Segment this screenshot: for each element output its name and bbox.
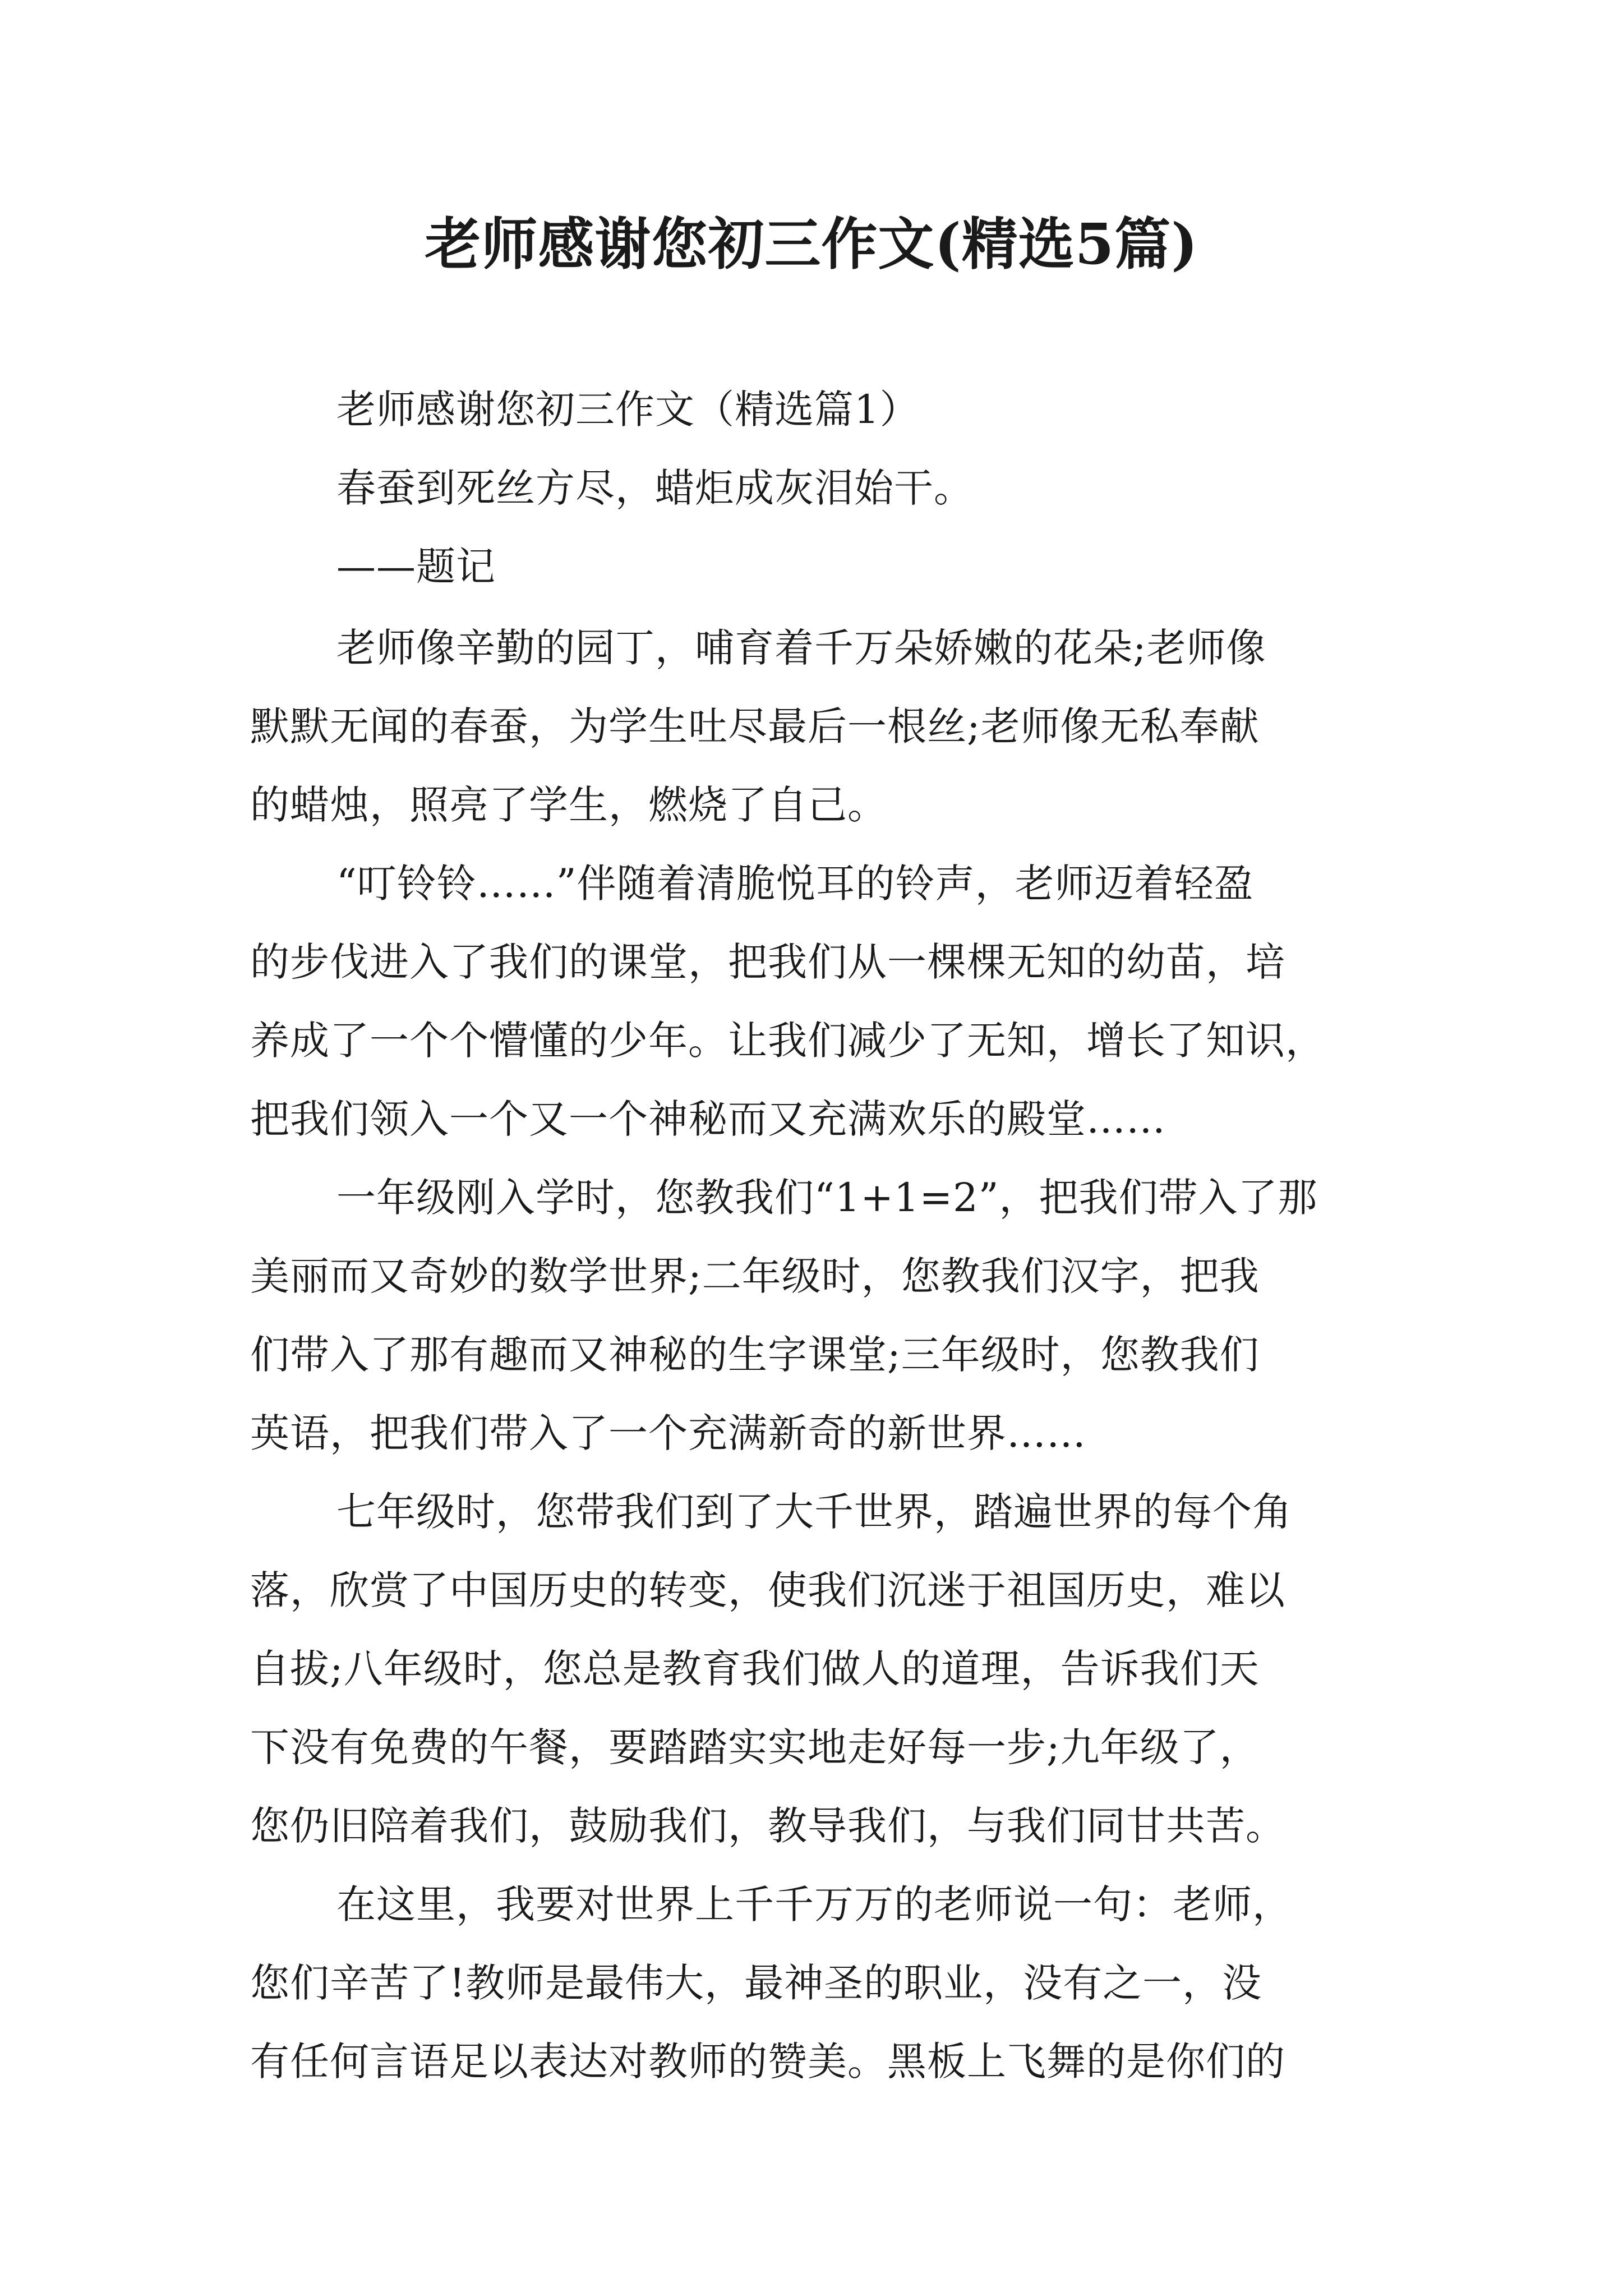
epigraph-source: ——题记 [336,544,496,590]
paragraph-line: 老师像辛勤的园丁，哺育着千万朵娇嫩的花朵;老师像 [336,625,1266,671]
paragraph-line: 养成了一个个懵懂的少年。让我们减少了无知，增长了知识， [250,1018,1325,1064]
paragraph-line: 默默无闻的春蚕，为学生吐尽最后一根丝;老师像无私奉献 [250,703,1260,749]
paragraph-line: 落，欣赏了中国历史的转变，使我们沉迷于祖国历史，难以 [250,1567,1285,1613]
epigraph-line: 春蚕到死丝方尽，蜡炬成灰泪始干。 [336,465,974,511]
paragraph-line: 您们辛苦了!教师是最伟大，最神圣的职业，没有之一，没 [250,1960,1262,2006]
paragraph-line: 您仍旧陪着我们，鼓励我们，教导我们，与我们同甘共苦。 [250,1803,1285,1849]
paragraph-line: 有任何言语足以表达对教师的赞美。黑板上飞舞的是你们的 [250,2039,1285,2085]
paragraph-line: 们带入了那有趣而又神秘的生字课堂;三年级时，您教我们 [250,1332,1260,1378]
paragraph-line: 一年级刚入学时，您教我们“1+1=2”，把我们带入了那 [336,1175,1318,1221]
paragraph-line: “叮铃铃……”伴随着清脆悦耳的铃声，老师迈着轻盈 [336,861,1254,907]
paragraph-line: 的蜡烛，照亮了学生，燃烧了自己。 [250,782,887,828]
paragraph-line: 英语，把我们带入了一个充满新奇的新世界…… [250,1410,1086,1456]
paragraph-line: 美丽而又奇妙的数学世界;二年级时，您教我们汉字，把我 [250,1253,1260,1299]
paragraph-line: 在这里，我要对世界上千千万万的老师说一句：老师， [336,1881,1292,1927]
document-title: 老师感谢您初三作文(精选5篇) [425,211,1198,277]
paragraph-line: 七年级时，您带我们到了大千世界，踏遍世界的每个角 [336,1489,1292,1535]
section-heading: 老师感谢您初三作文（精选篇1） [336,386,920,432]
paragraph-line: 自拔;八年级时，您总是教育我们做人的道理，告诉我们天 [250,1646,1260,1692]
paragraph-line: 把我们领入一个又一个神秘而又充满欢乐的殿堂…… [250,1096,1166,1142]
paragraph-line: 下没有免费的午餐，要踏踏实实地走好每一步;九年级了， [250,1724,1260,1770]
paragraph-line: 的步伐进入了我们的课堂，把我们从一棵棵无知的幼苗，培 [250,939,1285,985]
